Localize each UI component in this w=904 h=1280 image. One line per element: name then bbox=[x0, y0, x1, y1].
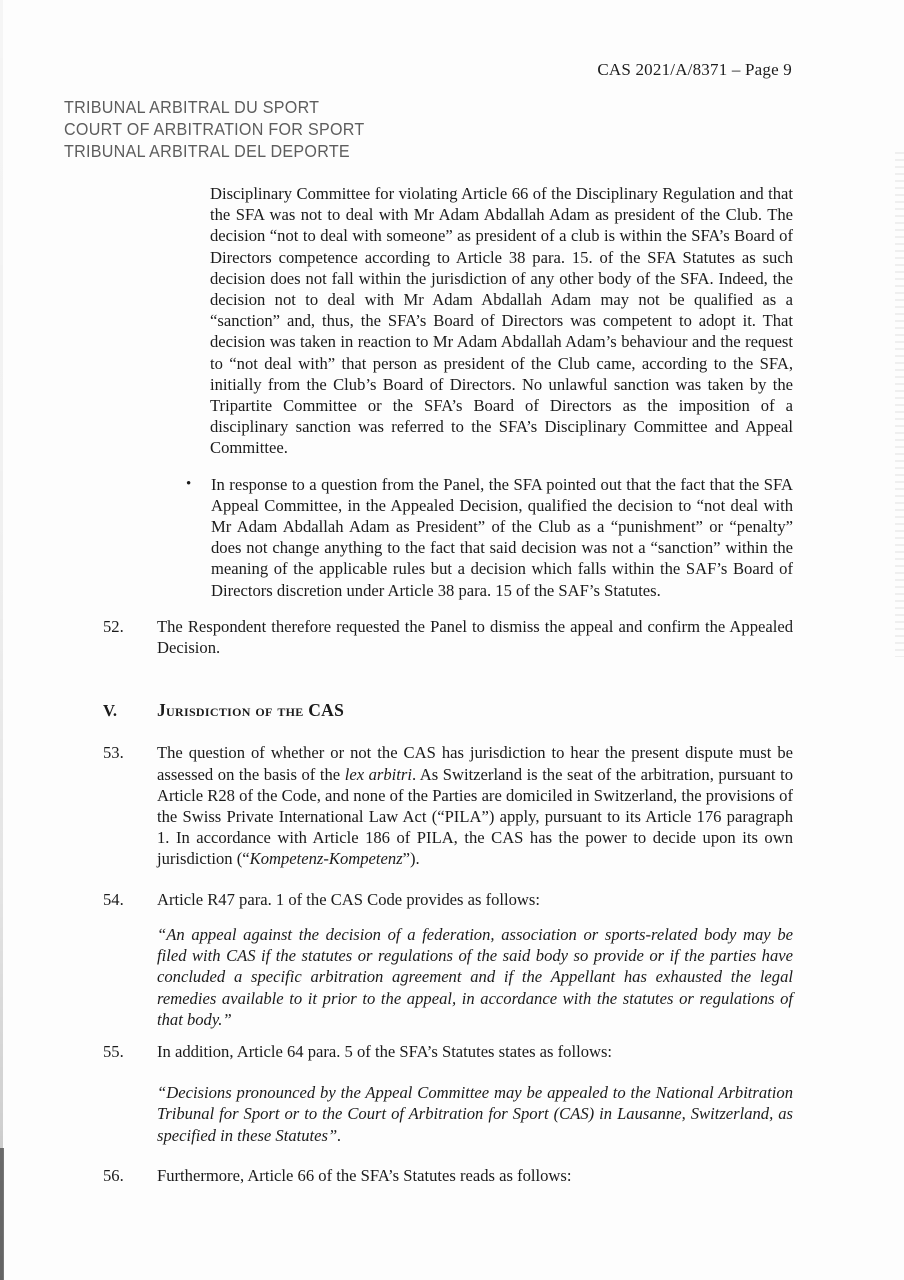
item-56 bbox=[103, 1165, 793, 1186]
scan-edge-left bbox=[0, 0, 3, 1280]
continuation-paragraph: Disciplinary Committee for violating Article 66 of the Disciplinary Regulation and that the SFA was not to deal with Mr Adam Abdallah Adam as president of the Club. The decision “not to deal with someone” as president of a club is within the SFA’s Board of Directors competence according to Article 38 para. 15. of the SFA Statutes as such decision does not fall within the jurisdiction of any other body of the SFA. Indeed, the decision not to deal with Mr Adam Abdallah Adam may not be qualified as a “sanction” and, thus, the SFA’s Board of Directors was competent to adopt it. That decision was taken in reaction to Mr Adam Abdallah Adam’s behaviour and the request to “not deal with” that person as president of the Club came, according to the SFA, initially from the Club’s Board of Directors. No unlawful sanction was taken by the Tripartite Committee or the SFA’s Board of Directors as the imposition of a disciplinary sanction was referred to the SFA’s Disciplinary Committee and Appeal Committee. bbox=[210, 184, 793, 458]
quote-article-64: “Decisions pronounced by the Appeal Committee may be appealed to the National Arbitration Tribunal for Sport or to the Court of Arbitration for Sport (CAS) in Lausanne, Switzerland, as specified in these Statutes”. bbox=[157, 1083, 793, 1145]
item-53-latin-term: lex arbitri bbox=[344, 764, 412, 784]
document-body bbox=[103, 183, 793, 1186]
item-53-seg-2: . As Switzerland is the seat of the arbitration, pursuant to Article R28 of the Code, and none of the Parties are domiciled in Switzerland, the provisions of the Swiss Private International Law Act (“PILA”) apply, pursuant to its Article 176 paragraph 1. In accordance with Article 186 of PILA, the CAS has the power to decide upon its own jurisdiction (“ bbox=[157, 764, 794, 869]
item-56-text: Furthermore, Article 66 of the SFA’s Statutes reads as follows: bbox=[157, 1165, 572, 1185]
item-53-number: 53. bbox=[103, 743, 124, 763]
letterhead-line-fr: TRIBUNAL ARBITRAL DU SPORT bbox=[64, 97, 320, 117]
scan-edge-right-marks bbox=[895, 152, 904, 657]
item-53-seg-4: ”). bbox=[402, 849, 420, 869]
item-53-text bbox=[157, 742, 793, 869]
item-52 bbox=[103, 616, 793, 658]
item-55 bbox=[103, 1041, 793, 1062]
section-heading-jurisdiction bbox=[103, 700, 793, 721]
item-52-text: The Respondent therefore requested the Panel to dismiss the appeal and confirm the Appealed Decision. bbox=[157, 616, 793, 658]
item-53-german-term: Kompetenz-Kompetenz bbox=[249, 849, 403, 869]
item-54-number: 54. bbox=[103, 889, 124, 909]
letterhead-line-es: TRIBUNAL ARBITRAL DEL DEPORTE bbox=[64, 141, 350, 161]
item-54-text: Article R47 para. 1 of the CAS Code provides as follows: bbox=[157, 889, 540, 909]
item-55-text: In addition, Article 64 para. 5 of the SFA’s Statutes states as follows: bbox=[157, 1041, 613, 1061]
item-56-number: 56. bbox=[103, 1165, 124, 1185]
quote-article-r47: “An appeal against the decision of a federation, association or sports-related body may be filed with CAS if the statutes or regulations of the said body so provide or if the parties have concluded a specific arbitration agreement and if the Appellant has exhausted the legal remedies available to it prior to the appeal, in accordance with the statutes or regulations of that body.” bbox=[157, 924, 793, 1029]
letterhead-line-en: COURT OF ARBITRATION FOR SPORT bbox=[64, 119, 365, 139]
item-55-number: 55. bbox=[103, 1041, 124, 1061]
section-number: V. bbox=[103, 701, 117, 721]
item-53-seg-0: The question of whether or not the CAS has jurisdiction to hear the present dispute must be assessed on the basis of the bbox=[157, 743, 793, 784]
section-title: Jurisdiction of the CAS bbox=[157, 700, 345, 721]
bullet-item bbox=[186, 474, 793, 601]
letterhead bbox=[64, 96, 364, 162]
case-reference: CAS 2021/A/8371 – Page 9 bbox=[597, 60, 792, 79]
bullet-text: In response to a question from the Panel, the SFA pointed out that the fact that the SFA Appeal Committee, in the Appealed Decision, qualified the decision to “not deal with Mr Adam Abdallah Adam as President” of the Club as a “punishment” or “penalty” does not change anything to the fact that said decision was not a “sanction” within the meaning of the applicable rules but a decision which falls within the SAF’s Board of Directors discretion under Article 38 para. 15 of the SAF’s Statutes. bbox=[211, 474, 793, 600]
item-52-number: 52. bbox=[103, 616, 124, 636]
item-53 bbox=[103, 742, 793, 869]
bullet-marker: • bbox=[186, 475, 192, 492]
scan-edge-left-dark bbox=[0, 1148, 4, 1280]
item-54 bbox=[103, 889, 793, 910]
